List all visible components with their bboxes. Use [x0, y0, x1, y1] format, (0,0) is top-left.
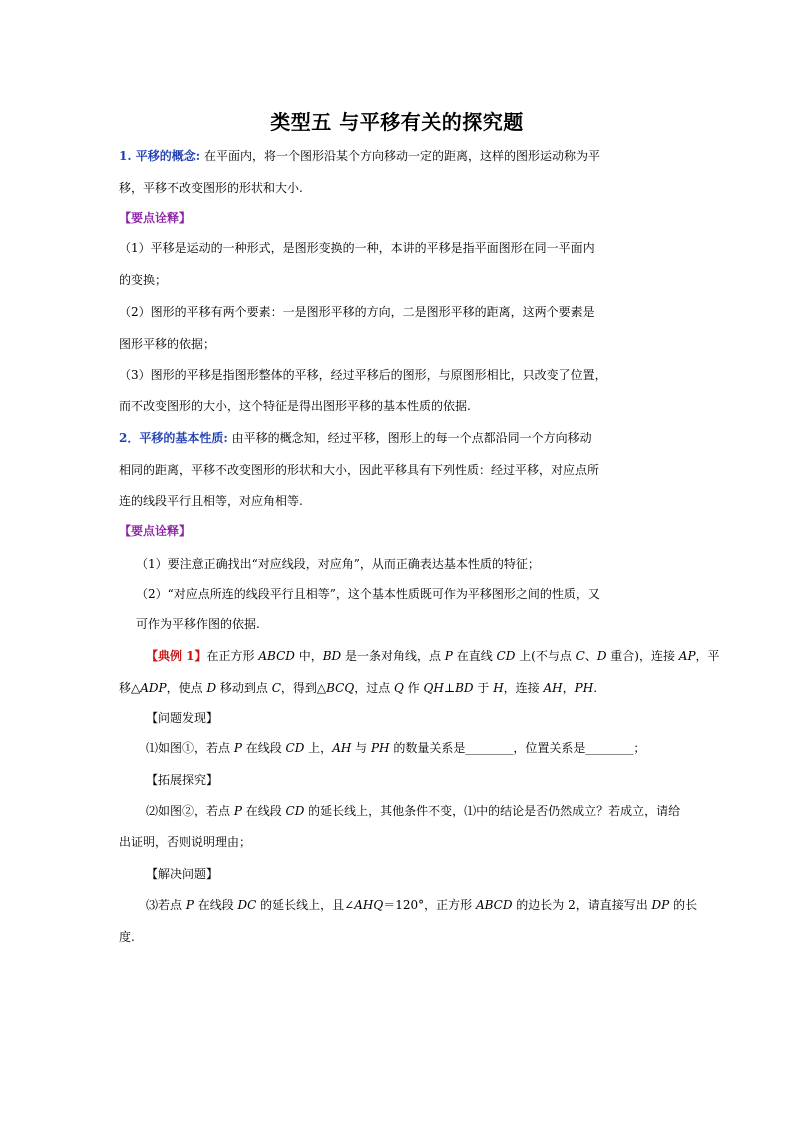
note2-line-3: 可作为平移作图的依据. — [136, 617, 260, 631]
question-1: ⑴如图①，若点 P 在线段 CD 上，AH 与 PH 的数量关系是________，位置关系是________； — [146, 741, 646, 755]
concept-line-2: 移，平移不改变图形的形状和大小. — [119, 181, 303, 195]
page-title: 类型五 与平移有关的探究题 — [270, 110, 524, 134]
note2-line-2: （2）“对应点所连的线段平行且相等”，这个基本性质既可作为平移图形之间的性质，又 — [136, 587, 600, 601]
note1-line-2: 的变换； — [119, 273, 168, 287]
section-extend: 【拓展探究】 — [146, 773, 219, 787]
property-label: 2．平移的基本性质: — [119, 431, 228, 445]
property-line-2: 相同的距离，平移不改变图形的形状和大小，因此平移具有下列性质：经过平移，对应点所 — [119, 463, 600, 477]
note1-line-5: （3）图形的平移是指图形整体的平移，经过平移后的图形，与原图形相比，只改变了位置， — [119, 368, 607, 382]
example-line-2: 移△ADP，使点 D 移动到点 C，得到△BCQ，过点 Q 作 QH⊥BD 于 H，连接 AH，PH. — [119, 681, 598, 695]
note-heading-1: 【要点诠释】 — [119, 211, 192, 225]
section-problem-find: 【问题发现】 — [146, 711, 219, 725]
note2-line-1: （1）要注意正确找出“对应线段，对应角”，从而正确表达基本性质的特征； — [136, 557, 540, 571]
question-3-line-1: ⑶若点 P 在线段 DC 的延长线上，且∠AHQ＝120°，正方形 ABCD 的边长为 2，请直接写出 DP 的长 — [146, 898, 698, 912]
concept-label: 1. 平移的概念: — [119, 149, 201, 163]
example-line-1: 【典例 1】在正方形 ABCD 中，BD 是一条对角线，点 P 在直线 CD 上(不与点 C、D 重合)，连接 AP，平 — [146, 649, 720, 663]
note1-line-1: （1）平移是运动的一种形式，是图形变换的一种，本讲的平移是指平面图形在同一平面内 — [119, 241, 595, 255]
property-line-3: 连的线段平行且相等，对应角相等. — [119, 494, 303, 508]
note1-line-3: （2）图形的平移有两个要素：一是图形平移的方向，二是图形平移的距离，这两个要素是 — [119, 305, 595, 319]
note1-line-6: 而不改变图形的大小，这个特征是得出图形平移的基本性质的依据. — [119, 399, 471, 413]
section-solve: 【解决问题】 — [146, 867, 219, 881]
question-2-line-2: 出证明，否则说明理由； — [119, 835, 252, 849]
note-heading-2: 【要点诠释】 — [119, 524, 192, 538]
question-3-line-2: 度. — [119, 930, 135, 944]
question-2-line-1: ⑵如图②，若点 P 在线段 CD 的延长线上，其他条件不变，⑴中的结论是否仍然成立？若成立，请给 — [146, 804, 681, 818]
concept-line-1: 1. 平移的概念: 在平面内，将一个图形沿某个方向移动一定的距离，这样的图形运动称为平 — [119, 149, 600, 163]
note1-line-4: 图形平移的依据； — [119, 337, 216, 351]
property-line-1: 2．平移的基本性质: 由平移的概念知，经过平移，图形上的每一个点都沿同一个方向移动 — [119, 431, 592, 445]
example-label: 【典例 1】 — [146, 649, 207, 663]
